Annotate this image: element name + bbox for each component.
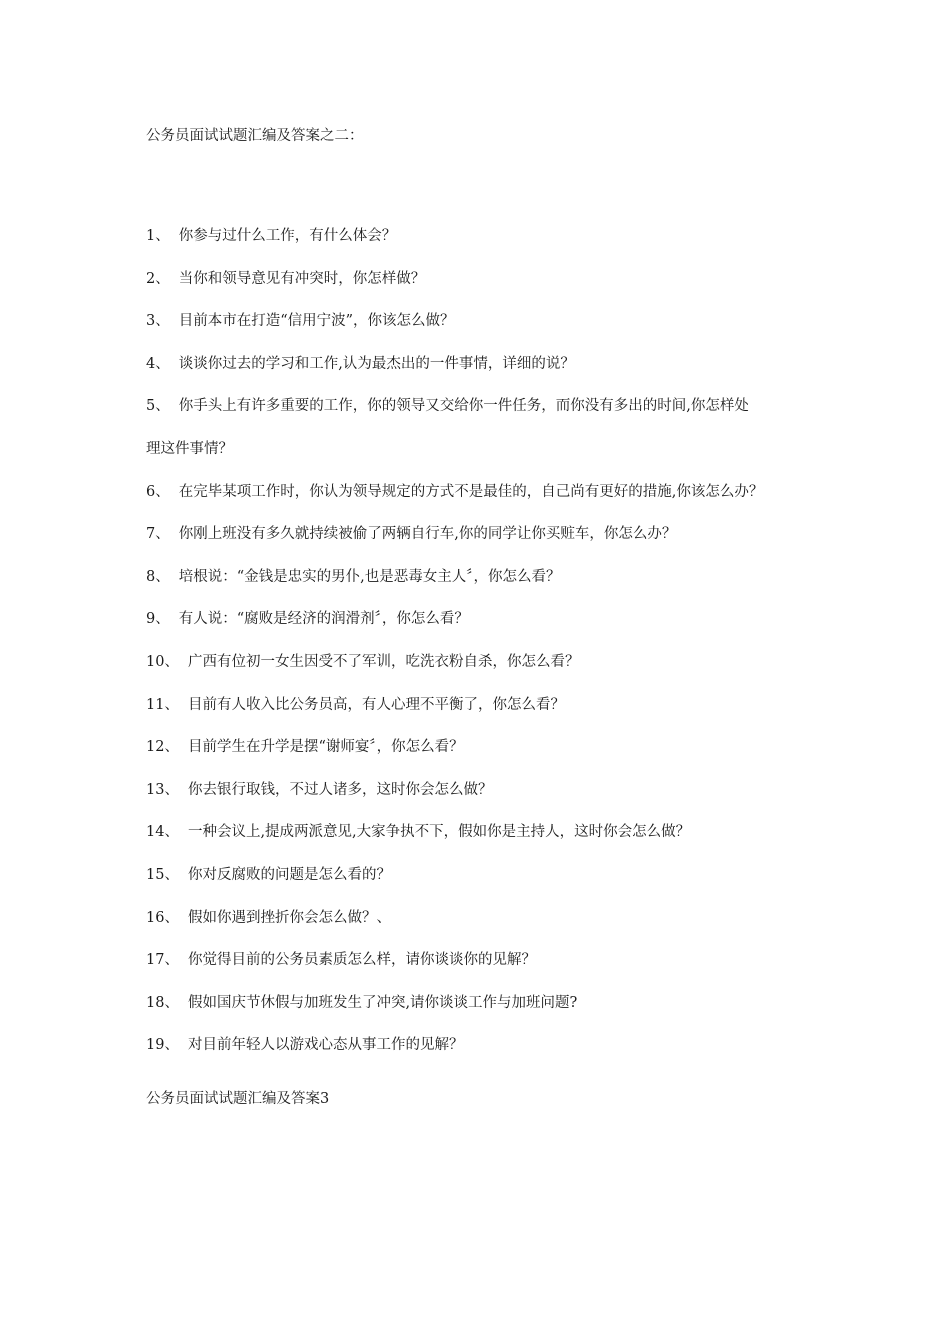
question-text: 广西有位初一女生因受不了军训，吃洗衣粉自杀，你怎么看？ [187,653,580,670]
question-text: 一种会议上,提成两派意见,大家争执不下，假如你是主持人，这时你会怎么做？ [187,824,691,841]
question-item [146,737,836,757]
question-number: 3、 [146,313,170,330]
section-heading-3: 公务员面试试题汇编及答案3 [146,1091,330,1107]
question-text: 目前本市在打造“信用宁波”，你该怎么做？ [178,313,455,330]
question-text: 有人说：“腐败是经济的润滑剂〞，你怎么看？ [178,611,469,628]
question-text: 假如国庆节休假与加班发生了冲突,请你谈谈工作与加班问题? [187,994,578,1011]
question-text: 你去银行取钱，不过人诸多，这时你会怎么做？ [187,781,493,798]
question-item [146,226,836,246]
question-item [146,609,836,629]
question-number: 7、 [146,526,170,543]
question-text: 假如你遇到挫折你会怎么做？、 [187,909,391,926]
question-number: 11、 [146,696,179,713]
question-text: 你参与过什么工作，有什么体会？ [178,228,397,244]
question-number: 19、 [146,1037,179,1054]
question-item [146,950,836,970]
question-text-continuation: 理这件事情？ [146,440,233,457]
question-number: 10、 [146,653,179,670]
question-item [146,908,836,928]
question-text: 你觉得目前的公务员素质怎么样，请你谈谈你的见解？ [187,952,536,969]
question-text: 培根说：“金钱是忠实的男仆,也是恶毒女主人〞，你怎么看？ [178,568,561,585]
question-number: 16、 [146,909,179,926]
question-list [146,226,836,1078]
question-text: 你对反腐败的问题是怎么看的？ [187,866,391,883]
question-number: 12、 [146,739,179,756]
question-item [146,567,836,587]
question-number: 14、 [146,824,179,841]
question-item [146,354,836,374]
question-item [146,652,836,672]
question-text: 谈谈你过去的学习和工作,认为最杰出的一件事情，详细的说？ [178,355,575,372]
question-item [146,396,836,459]
question-item [146,524,836,544]
question-item [146,780,836,800]
question-text: 对目前年轻人以游戏心态从事工作的见解？ [187,1037,464,1054]
question-item [146,311,836,331]
question-number: 17、 [146,952,179,969]
question-number: 8、 [146,568,170,585]
question-item [146,1035,836,1055]
question-number: 9、 [146,611,170,628]
question-item [146,865,836,885]
question-item [146,269,836,289]
question-item [146,482,836,502]
question-number: 6、 [146,483,170,500]
question-item [146,822,836,842]
section-heading-2: 公务员面试试题汇编及答案之二： [146,128,364,144]
question-text: 你刚上班没有多久就持续被偷了两辆自行车,你的同学让你买赃车，你怎么办？ [178,526,677,543]
question-text: 在完毕某项工作时，你认为领导规定的方式不是最佳的，自己尚有更好的措施,你该怎么办？ [178,483,764,500]
question-text: 当你和领导意见有冲突时，你怎样做？ [178,270,426,287]
question-text: 你手头上有许多重要的工作，你的领导又交给你一件任务，而你没有多出的时间,你怎样处 [178,398,749,415]
question-text: 目前学生在升学是摆“谢师宴〞，你怎么看？ [187,739,464,756]
question-number: 15、 [146,866,179,883]
question-number: 1、 [146,228,170,244]
question-number: 4、 [146,355,170,372]
question-item [146,695,836,715]
question-number: 13、 [146,781,179,798]
question-number: 5、 [146,398,170,415]
question-item [146,993,836,1013]
question-number: 2、 [146,270,170,287]
question-text: 目前有人收入比公务员高，有人心理不平衡了，你怎么看？ [187,696,565,713]
question-number: 18、 [146,994,179,1011]
